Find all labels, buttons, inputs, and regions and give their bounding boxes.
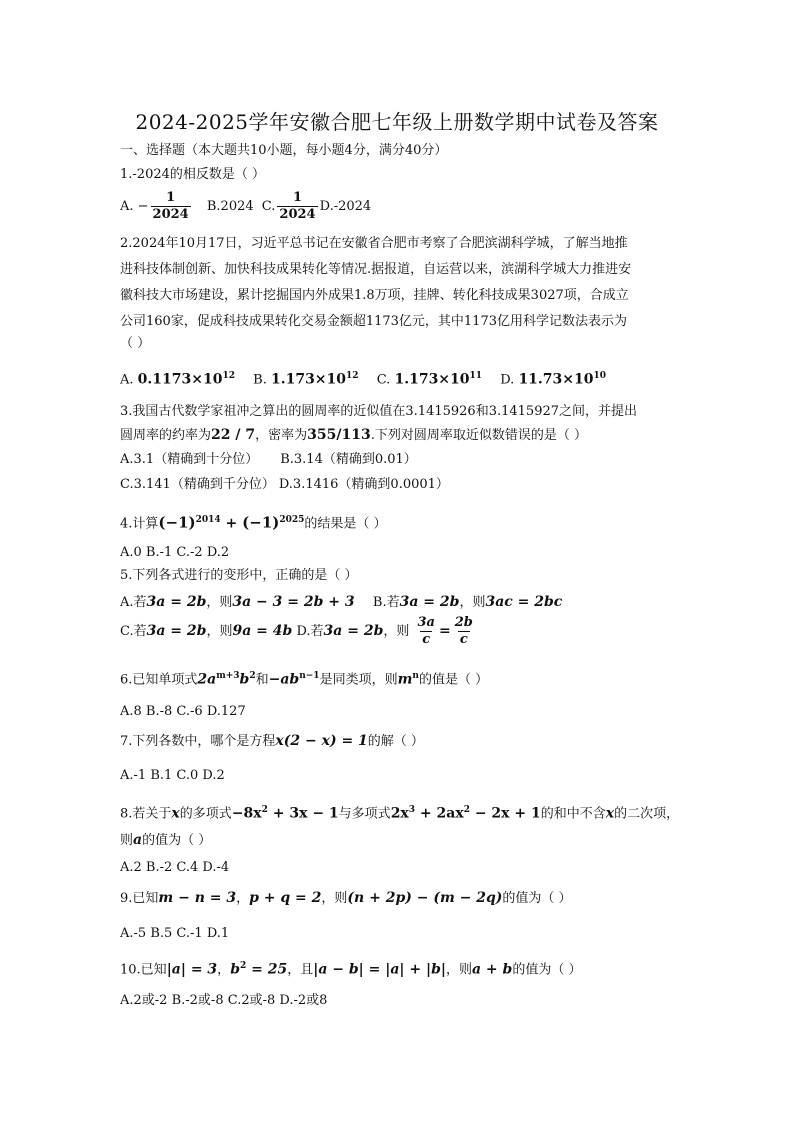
question-2-line-3: 徽科技大市场建设，累计挖掘国内外成果1.8万项，挂牌、转化科技成果3027项，合成立 [120, 288, 629, 303]
question-2-line-5: （ ） [120, 336, 151, 351]
q1-option-b: B.2024 [206, 199, 254, 214]
q3-option-c: C.3.141（精确到千分位） [120, 477, 275, 492]
question-4-options: A.0 B.-1 C.-2 D.2 [120, 545, 230, 560]
question-8-line-2: 则a的值为（ ） [120, 832, 212, 848]
exam-title: 2024-2025学年安徽合肥七年级上册数学期中试卷及答案 [135, 110, 659, 134]
question-9-stem: 9.已知m − n = 3，p + q = 2，则(n + 2p) − (m − 2q)的值为（ ） [120, 890, 572, 906]
question-1-stem: 1.-2024的相反数是（ ） [120, 167, 266, 182]
question-3-options-row-2 [120, 477, 449, 493]
question-2-line-1: 2.2024年10月17日，习近平总书记在安徽省合肥市考察了合肥滨湖科学城，了解当地推 [120, 236, 628, 251]
q5-fraction-right: $\frac{2b}{c}$ [454, 615, 473, 647]
question-5-options-row-2: C.若3a = 2b，则9a = 4b D.若3a = 2b，则 $\frac{3a}{c}$ = $\frac{2b}{c}$ [120, 615, 473, 647]
question-7-stem: 7.下列各数中，哪个是方程x(2 − x) = 1的解（ ） [120, 733, 424, 749]
q3-option-b: B.3.14（精确到0.01） [280, 452, 417, 467]
question-2-options: A. $0.1173\times 10^{12}$ B. $1.173\times 10^{12}$ C. $1.173\times 10^{11}$ D. $11.73\times 10^{10}$ [120, 371, 607, 388]
q1-option-c-fraction: $\frac{1}{2024}$ [279, 190, 316, 222]
q3-option-d: D.3.1416（精确到0.0001） [278, 477, 449, 492]
q1-option-a-label: A. − [120, 199, 149, 214]
question-8-line-1: 8.若关于x的多项式$-8x^2 + 3x - 1$与多项式$2x^3 + 2ax^2 - 2x + 1$的和中不含x的二次项， [120, 805, 680, 822]
q1-option-c-label: C. [261, 199, 276, 214]
question-6-stem: 6.已知单项式$2a^{m+3}b^2$和$-ab^{n-1}$是同类项，则$m^n$的值是（ ） [120, 671, 489, 688]
question-10-stem: 10.已知|a| = 3，$b^2 = 25$，且|a − b| = |a| + |b|，则a + b的值为（ ） [120, 961, 582, 978]
q1-option-a-fraction: $\frac{1}{2024}$ [152, 190, 189, 222]
q5-fraction-left: $\frac{3a}{c}$ [417, 615, 435, 647]
q1-option-d: D.-2024 [319, 199, 372, 214]
question-5-stem: 5.下列各式进行的变形中，正确的是（ ） [120, 568, 358, 583]
question-9-options: A.-5 B.5 C.-1 D.1 [120, 926, 230, 941]
question-8-options: A.2 B.-2 C.4 D.-4 [120, 860, 230, 875]
question-2-line-4: 公司160家，促成科技成果转化交易金额超1173亿元，其中1173亿用科学记数法表示为 [120, 314, 627, 329]
section-heading: 一、选择题（本大题共10小题，每小题4分，满分40分） [120, 143, 448, 158]
question-4-stem: 4.计算$(-1)^{2014} + (-1)^{2025}$的结果是（ ） [120, 513, 387, 532]
question-10-options: A.2或-2 B.-2或-8 C.2或-8 D.-2或8 [120, 993, 328, 1008]
question-2-line-2: 进科技体制创新、加快科技成果转化等情况.据报道，自运营以来，滨湖科学城大力推进安 [120, 262, 632, 277]
question-3-options-row-1 [120, 452, 417, 468]
q3-option-a: A.3.1（精确到十分位） [120, 452, 259, 467]
question-3-line-1: 3.我国古代数学家祖冲之算出的圆周率的近似值在3.1415926和3.1415927之间，并提出 [120, 404, 638, 419]
question-7-options: A.-1 B.1 C.0 D.2 [120, 768, 225, 783]
question-5-options-row-1: A.若3a = 2b，则3a − 3 = 2b + 3 B.若3a = 2b，则3ac = 2bc [120, 594, 563, 610]
question-1-options [120, 190, 371, 223]
question-6-options: A.8 B.-8 C.-6 D.127 [120, 704, 246, 719]
question-3-line-2: 圆周率的约率为22 / 7，密率为355/113.下列对圆周率取近似数错误的是（ ） [120, 427, 587, 443]
